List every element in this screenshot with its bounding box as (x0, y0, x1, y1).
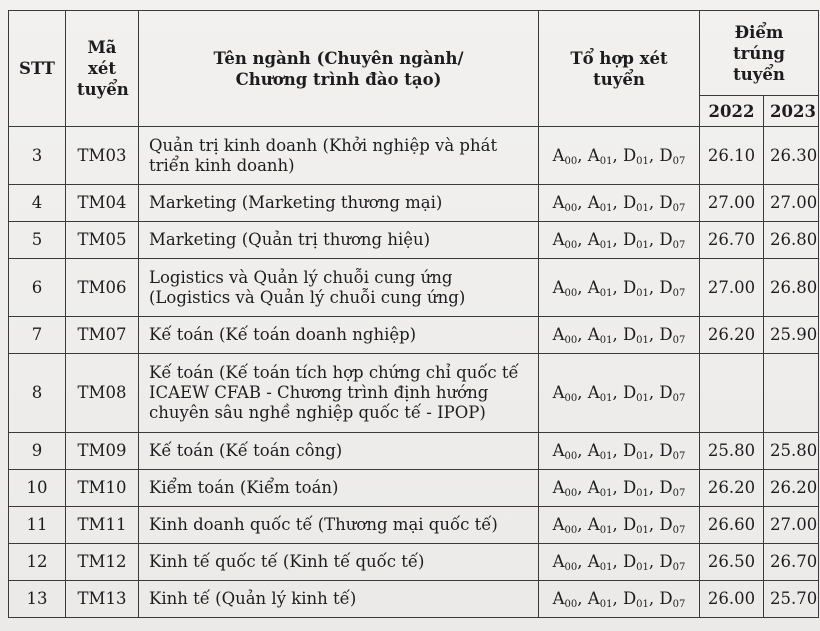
combo-subscript: 00 (564, 240, 578, 251)
combo-letter: D (622, 441, 637, 460)
row-name: Kinh tế quốc tế (Kinh tế quốc tế) (139, 544, 539, 581)
combo-letter: D (622, 383, 637, 402)
combo-letter: A (587, 193, 600, 212)
row-stt: 12 (9, 544, 66, 581)
combo-letter: A (587, 325, 600, 344)
row-name: Marketing (Quản trị thương hiệu) (139, 222, 539, 259)
table-row (9, 470, 819, 507)
row-score-2023: 25.90 (764, 317, 819, 354)
combo-subscript: 01 (636, 287, 649, 299)
row-combination: $A_{00}$, $A_{01}$, $D_{01}$, $D_{07}$ (539, 222, 700, 259)
row-score-2022: 26.10 (700, 127, 764, 185)
combo-letter: A (552, 277, 565, 297)
combo-letter: A (587, 478, 600, 497)
row-name: Kinh tế (Quản lý kinh tế) (139, 581, 539, 618)
combo-subscript: 07 (672, 488, 686, 499)
row-name: Logistics và Quản lý chuỗi cung ứng (Logistics và Quản lý chuỗi cung ứng) (139, 259, 539, 317)
row-score-2022: 26.60 (700, 507, 764, 544)
combo-letter: A (587, 552, 600, 571)
combo-subscript: 01 (599, 240, 613, 251)
combo-letter: A (552, 193, 565, 212)
combo-letter: A (587, 230, 600, 249)
combo-subscript: 01 (636, 599, 649, 610)
row-code: TM03 (66, 127, 139, 185)
header-year-2022: 2022 (700, 96, 764, 127)
table-row (9, 222, 819, 259)
combo-subscript: 01 (636, 335, 649, 346)
row-stt: 7 (9, 317, 66, 354)
combo-letter: A (552, 478, 565, 497)
row-code: TM10 (66, 470, 139, 507)
combo-subscript: 01 (599, 488, 613, 499)
table-row (9, 259, 819, 317)
row-name: Kế toán (Kế toán công) (139, 433, 539, 470)
combo-letter: D (659, 515, 673, 534)
combo-subscript: 00 (564, 488, 578, 499)
row-stt: 3 (9, 127, 66, 185)
combo-subscript: 01 (636, 393, 649, 404)
combo-letter: A (552, 589, 565, 608)
row-score-2023: 25.70 (764, 581, 819, 618)
row-combination: $A_{00}$, $A_{01}$, $D_{01}$, $D_{07}$ (539, 259, 700, 317)
combo-letter: D (622, 325, 637, 344)
row-stt: 6 (9, 259, 66, 317)
row-score-2023: 26.80 (764, 259, 819, 317)
row-stt: 4 (9, 185, 66, 222)
combo-letter: A (587, 589, 600, 608)
combo-subscript: 01 (636, 525, 649, 536)
combo-subscript: 01 (599, 599, 613, 610)
combo-letter: D (622, 230, 637, 249)
combo-subscript: 00 (564, 393, 578, 404)
combo-letter: A (552, 325, 565, 344)
row-score-2022: 26.20 (700, 317, 764, 354)
table-row (9, 127, 819, 185)
combo-letter: D (659, 230, 673, 249)
combo-subscript: 01 (599, 335, 613, 346)
row-score-2023: 25.80 (764, 433, 819, 470)
row-score-2023: 26.30 (764, 127, 819, 185)
row-combination: $A_{00}$, $A_{01}$, $D_{01}$, $D_{07}$ (539, 433, 700, 470)
combo-letter: A (552, 515, 565, 534)
row-name: Kế toán (Kế toán tích hợp chứng chỉ quốc tế ICAEW CFAB - Chương trình định hướng chuyên sâu nghề nghiệp quốc tế - IPOP) (139, 354, 539, 433)
combo-letter: D (622, 552, 637, 571)
row-score-2023: 26.70 (764, 544, 819, 581)
combo-letter: A (552, 230, 565, 249)
row-code: TM13 (66, 581, 139, 618)
combo-subscript: 07 (672, 335, 686, 346)
row-score-2022: 26.50 (700, 544, 764, 581)
combo-subscript: 07 (672, 155, 686, 167)
row-stt: 11 (9, 507, 66, 544)
header-ma-xet-tuyen: Mã xét tuyển (66, 11, 139, 127)
header-year-2023: 2023 (764, 96, 819, 127)
combo-subscript: 01 (636, 451, 649, 462)
combo-letter: A (552, 383, 565, 402)
combo-subscript: 07 (672, 451, 686, 462)
row-stt: 10 (9, 470, 66, 507)
combo-subscript: 01 (599, 451, 613, 462)
combo-subscript: 01 (599, 203, 613, 214)
combo-letter: A (587, 383, 600, 402)
combo-letter: A (552, 145, 565, 165)
combo-subscript: 01 (599, 287, 613, 299)
row-score-2022: 27.00 (700, 259, 764, 317)
combo-subscript: 07 (672, 525, 686, 536)
combo-subscript: 00 (564, 287, 578, 299)
row-name: Kinh doanh quốc tế (Thương mại quốc tế) (139, 507, 539, 544)
table-row (9, 185, 819, 222)
combo-subscript: 01 (599, 155, 613, 167)
combo-letter: D (622, 145, 637, 165)
row-score-2023: 26.20 (764, 470, 819, 507)
combo-letter: D (622, 277, 637, 297)
combo-letter: D (659, 277, 673, 297)
header-to-hop: Tổ hợp xét tuyển (539, 11, 700, 127)
combo-letter: D (659, 383, 673, 402)
row-score-2022: 26.70 (700, 222, 764, 259)
row-combination: $A_{00}$, $A_{01}$, $D_{01}$, $D_{07}$ (539, 354, 700, 433)
row-score-2023 (764, 354, 819, 433)
combo-subscript: 07 (672, 287, 686, 299)
combo-letter: A (552, 441, 565, 460)
combo-letter: D (659, 145, 673, 165)
row-stt: 13 (9, 581, 66, 618)
combo-subscript: 00 (564, 203, 578, 214)
combo-letter: A (552, 552, 565, 571)
row-combination: $A_{00}$, $A_{01}$, $D_{01}$, $D_{07}$ (539, 581, 700, 618)
combo-subscript: 01 (636, 488, 649, 499)
row-combination: $A_{00}$, $A_{01}$, $D_{01}$, $D_{07}$ (539, 185, 700, 222)
combo-letter: D (659, 478, 673, 497)
row-name: Marketing (Marketing thương mại) (139, 185, 539, 222)
row-score-2022 (700, 354, 764, 433)
combo-letter: D (659, 552, 673, 571)
row-combination: $A_{00}$, $A_{01}$, $D_{01}$, $D_{07}$ (539, 317, 700, 354)
combo-subscript: 07 (672, 393, 686, 404)
row-combination: $A_{00}$, $A_{01}$, $D_{01}$, $D_{07}$ (539, 507, 700, 544)
table-row (9, 581, 819, 618)
row-score-2023: 27.00 (764, 507, 819, 544)
row-score-2022: 26.00 (700, 581, 764, 618)
combo-subscript: 00 (564, 562, 578, 573)
row-stt: 8 (9, 354, 66, 433)
table-row (9, 507, 819, 544)
combo-subscript: 01 (599, 562, 613, 573)
combo-letter: A (587, 277, 600, 297)
combo-subscript: 00 (564, 155, 578, 167)
table-body (9, 127, 819, 618)
row-code: TM09 (66, 433, 139, 470)
row-stt: 5 (9, 222, 66, 259)
combo-subscript: 07 (672, 203, 686, 214)
row-combination: $A_{00}$, $A_{01}$, $D_{01}$, $D_{07}$ (539, 127, 700, 185)
admission-score-table (8, 10, 819, 618)
combo-letter: D (622, 589, 637, 608)
row-name: Kế toán (Kế toán doanh nghiệp) (139, 317, 539, 354)
combo-letter: D (659, 193, 673, 212)
table-row (9, 354, 819, 433)
combo-letter: D (622, 193, 637, 212)
combo-subscript: 01 (599, 393, 613, 404)
combo-subscript: 01 (636, 203, 649, 214)
row-combination: $A_{00}$, $A_{01}$, $D_{01}$, $D_{07}$ (539, 544, 700, 581)
combo-subscript: 07 (672, 562, 686, 573)
table-row (9, 317, 819, 354)
combo-subscript: 00 (564, 599, 578, 610)
combo-subscript: 01 (636, 155, 649, 167)
row-score-2022: 27.00 (700, 185, 764, 222)
row-name: Kiểm toán (Kiểm toán) (139, 470, 539, 507)
combo-subscript: 01 (636, 240, 649, 251)
combo-letter: D (659, 325, 673, 344)
row-code: TM12 (66, 544, 139, 581)
row-code: TM05 (66, 222, 139, 259)
row-combination: $A_{00}$, $A_{01}$, $D_{01}$, $D_{07}$ (539, 470, 700, 507)
combo-letter: A (587, 441, 600, 460)
row-name: Quản trị kinh doanh (Khởi nghiệp và phát triển kinh doanh) (139, 127, 539, 185)
combo-letter: A (587, 145, 600, 165)
combo-subscript: 01 (636, 562, 649, 573)
table-row (9, 433, 819, 470)
combo-subscript: 01 (599, 525, 613, 536)
row-code: TM07 (66, 317, 139, 354)
header-ten-nganh: Tên ngành (Chuyên ngành/ Chương trình đào tạo) (139, 11, 539, 127)
combo-subscript: 00 (564, 525, 578, 536)
combo-subscript: 07 (672, 599, 686, 610)
row-score-2022: 26.20 (700, 470, 764, 507)
header-diem-trung-tuyen: Điểm trúng tuyển (700, 11, 819, 96)
row-score-2022: 25.80 (700, 433, 764, 470)
row-code: TM04 (66, 185, 139, 222)
row-score-2023: 27.00 (764, 185, 819, 222)
combo-letter: A (587, 515, 600, 534)
combo-subscript: 00 (564, 451, 578, 462)
row-code: TM11 (66, 507, 139, 544)
combo-letter: D (622, 478, 637, 497)
row-code: TM06 (66, 259, 139, 317)
table-row (9, 544, 819, 581)
row-code: TM08 (66, 354, 139, 433)
row-score-2023: 26.80 (764, 222, 819, 259)
combo-subscript: 07 (672, 240, 686, 251)
header-stt: STT (9, 11, 66, 127)
combo-subscript: 00 (564, 335, 578, 346)
combo-letter: D (659, 589, 673, 608)
combo-letter: D (659, 441, 673, 460)
row-stt: 9 (9, 433, 66, 470)
combo-letter: D (622, 515, 637, 534)
